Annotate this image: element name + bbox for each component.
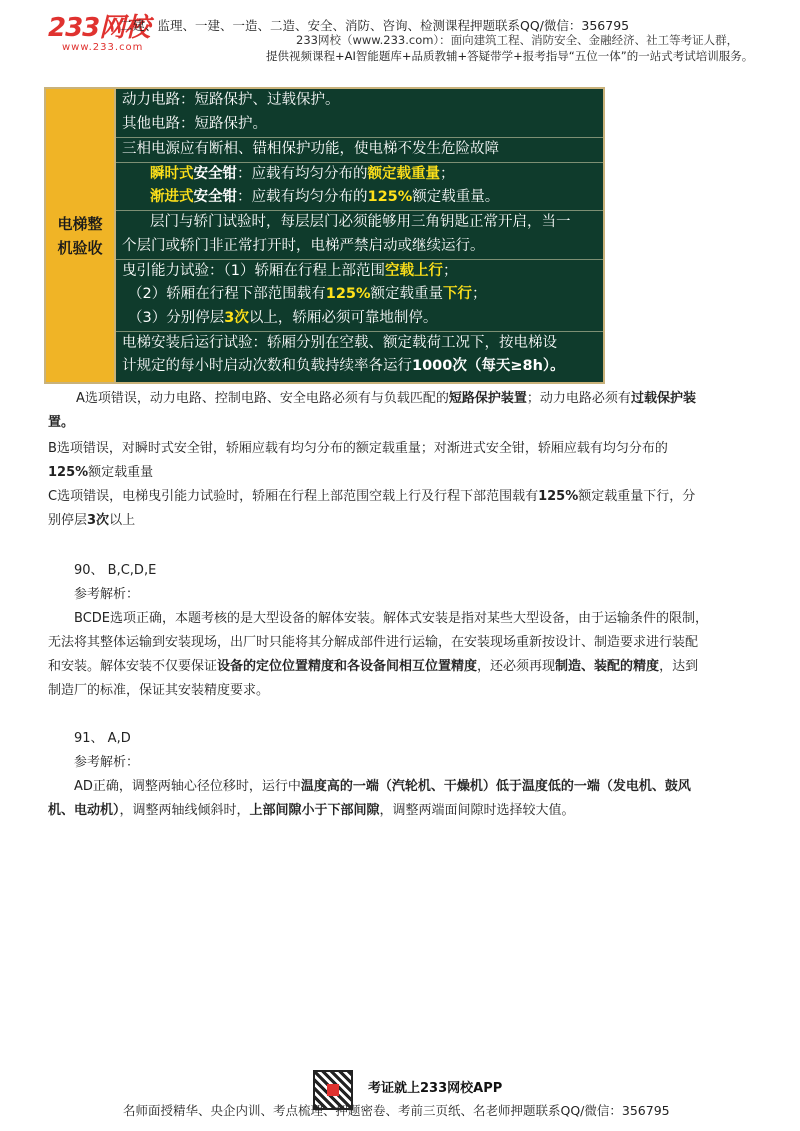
plain-text: AD正确，调整两轴心径位移时，运行中 [74, 779, 301, 794]
bold-text: 3次 [87, 513, 110, 528]
highlight-text: 空载上行 [384, 262, 443, 279]
phase-protection-line: 三相电源应有断相、错相保护功能，使电梯不发生危险故障 [122, 141, 499, 158]
plain-text: ，调整两端面间隙时选择较大值。 [379, 803, 575, 818]
highlight-text: 下行 [443, 286, 473, 303]
option-a-line-2: 置。 [48, 415, 75, 430]
bold-text: 温度高的一端（汽轮机、干燥机）低于温度低的一端（发电机、鼓风 [300, 779, 691, 794]
q90-line-1: BCDE选项正确，本题考核的是大型设备的解体安装。解体式安装是指对某些大型设备，由于运输条件的限制， [74, 611, 708, 626]
plain-text: 额定载重量下行，分 [578, 489, 696, 504]
highlight-text: 3次 [224, 309, 249, 326]
plain-text: ； [472, 286, 487, 303]
q91-explanation [48, 775, 758, 823]
plain-text: ，调整两轴线倾斜时， [119, 803, 250, 818]
other-circuit-line: 其他电路：短路保护。 [122, 115, 267, 132]
bold-text: 125% [538, 489, 579, 504]
option-a-explanation [48, 387, 758, 435]
progressive-safety-gear-line [122, 186, 603, 210]
bold-text: 过载保护装 [630, 391, 696, 406]
highlight-text: 渐进式 [150, 189, 194, 206]
option-c-line-1 [48, 485, 758, 509]
bold-text: 制造、装配的精度 [555, 659, 660, 674]
highlight-text: 125% [325, 286, 371, 303]
footer-contact-line: 名师面授精华、央企内训、考点梳理、押题密卷、考前三页纸、名老师押题联系QQ/微信：356795 [123, 1103, 670, 1118]
plain-text: 曳引能力试验：（1）轿厢在行程上部范围 [122, 262, 385, 279]
q90-line-3 [48, 655, 758, 679]
plain-text: 别停层 [48, 513, 88, 528]
plain-text: ；动力电路必须有 [526, 391, 631, 406]
phase-protection-cell [115, 138, 604, 163]
plain-text: ，达到 [659, 659, 699, 674]
bold-text: （每天≥8h）。 [466, 358, 565, 375]
option-b-line-1: B选项错误，对瞬时式安全钳，轿厢应载有均匀分布的额定载重量；对渐进式安全钳，轿厢应载有均匀分布的 [48, 441, 668, 456]
plain-text: 和安装。解体安装不仅要保证 [48, 659, 218, 674]
traction-test-line-1 [122, 260, 603, 284]
option-c-explanation [48, 485, 758, 533]
logo-url-text: www.233.com [62, 42, 144, 53]
plain-text: ：应载有均匀分布的 [237, 189, 368, 206]
logo-main-text: 233网校 [48, 13, 150, 43]
bold-text: 125% [48, 465, 89, 480]
header-intro-line: 233网校（www.233.com）：面向建筑工程、消防安全、金融经济、社工等考证人群， [296, 33, 739, 47]
q90-line-2: 无法将其整体运输到安装现场，出厂时只能将其分解成部件进行运输，在安装现场重新按设计、制造要求进行装配 [48, 635, 699, 650]
qr-logo-icon [327, 1084, 339, 1096]
plain-text: 额定载重量 [370, 286, 444, 303]
plain-text: A选项错误，动力电路、控制电路、安全电路必须有与负载匹配的 [76, 391, 449, 406]
option-b-explanation [48, 437, 758, 485]
q91-answer: 91、 A,D [74, 731, 131, 746]
bold-text: 1000次 [412, 358, 467, 375]
safety-gear-cell [115, 162, 604, 210]
plain-text: C选项错误，电梯曳引能力试验时，轿厢在行程上部范围空载上行及行程下部范围载有 [48, 489, 539, 504]
plain-text: 额定载重量。 [412, 189, 500, 206]
header-contact-line: 二建、监理、一建、一造、二造、安全、消防、咨询、检测课程押题联系QQ/微信：356795 [120, 18, 630, 33]
run-test-line-1: 电梯安装后运行试验：轿厢分别在空载、额定载荷工况下，按电梯设 [122, 334, 557, 351]
circuit-protection-cell [115, 88, 604, 138]
traction-test-cell [115, 259, 604, 331]
q90-line-4: 制造厂的标准，保证其安装精度要求。 [48, 683, 270, 698]
door-test-line-1: 层门与轿门试验时，每层层门必须能够用三角钥匙正常开启，当一 [150, 214, 571, 231]
highlight-text: 125% [367, 189, 413, 206]
bold-text: 机、电动机） [48, 803, 120, 818]
run-test-cell [115, 331, 604, 383]
option-a-line-1 [48, 387, 758, 411]
app-promo-text: 考证就上233网校APP [368, 1081, 503, 1096]
elevator-acceptance-table [44, 87, 605, 384]
plain-text: ； [442, 262, 458, 279]
table-row-label [45, 88, 115, 383]
q90-answer: 90、 B,C,D,E [74, 563, 157, 578]
highlight-text: 额定载重量 [367, 165, 440, 182]
bold-text: 设备的定位位置精度和各设备间相互位置精度 [217, 659, 478, 674]
highlight-text: 瞬时式 [150, 165, 194, 182]
run-test-line-2 [122, 355, 603, 379]
instant-safety-gear-line [122, 163, 603, 187]
option-b-line-2 [48, 461, 758, 485]
plain-text: （3）分别停层 [128, 309, 225, 326]
label-line-2: 机验收 [57, 238, 103, 257]
plain-text: （2）轿厢在行程下部范围载有 [128, 286, 326, 303]
plain-text: 以上，轿厢必须可靠地制停。 [248, 309, 438, 326]
bold-text: 短路保护装置 [448, 391, 527, 406]
power-circuit-line: 动力电路：短路保护、过载保护。 [122, 92, 340, 108]
option-c-line-2 [48, 509, 758, 533]
door-test-cell [115, 211, 604, 259]
page-header [0, 0, 800, 80]
plain-text: ，还必须再现 [477, 659, 556, 674]
plain-text: 计规定的每小时启动次数和负载持续率各运行 [122, 358, 412, 375]
traction-test-line-3 [122, 307, 603, 331]
q91-ref-label: 参考解析： [74, 755, 140, 770]
bold-text: 安全钳 [193, 189, 237, 206]
plain-text: ：应载有均匀分布的 [237, 165, 368, 182]
header-service-line: 提供视频课程+AI智能题库+品质教辅+答疑带学+报考指导“五位一体”的一站式考试培训服务。 [266, 49, 754, 63]
q91-line-2 [48, 799, 758, 823]
q90-explanation [48, 607, 758, 703]
plain-text: ； [440, 165, 455, 182]
traction-test-line-2 [122, 283, 603, 307]
label-line-1: 电梯整 [57, 214, 103, 233]
plain-text: 额定载重量 [88, 465, 154, 480]
bold-text: 安全钳 [193, 165, 237, 182]
door-test-line-2: 个层门或轿门非正常打开时，电梯严禁启动或继续运行。 [122, 237, 485, 254]
q90-ref-label: 参考解析： [74, 587, 140, 602]
bold-text: 上部间隙小于下部间隙 [249, 803, 380, 818]
plain-text: 以上 [109, 513, 136, 528]
q91-line-1 [48, 775, 758, 799]
